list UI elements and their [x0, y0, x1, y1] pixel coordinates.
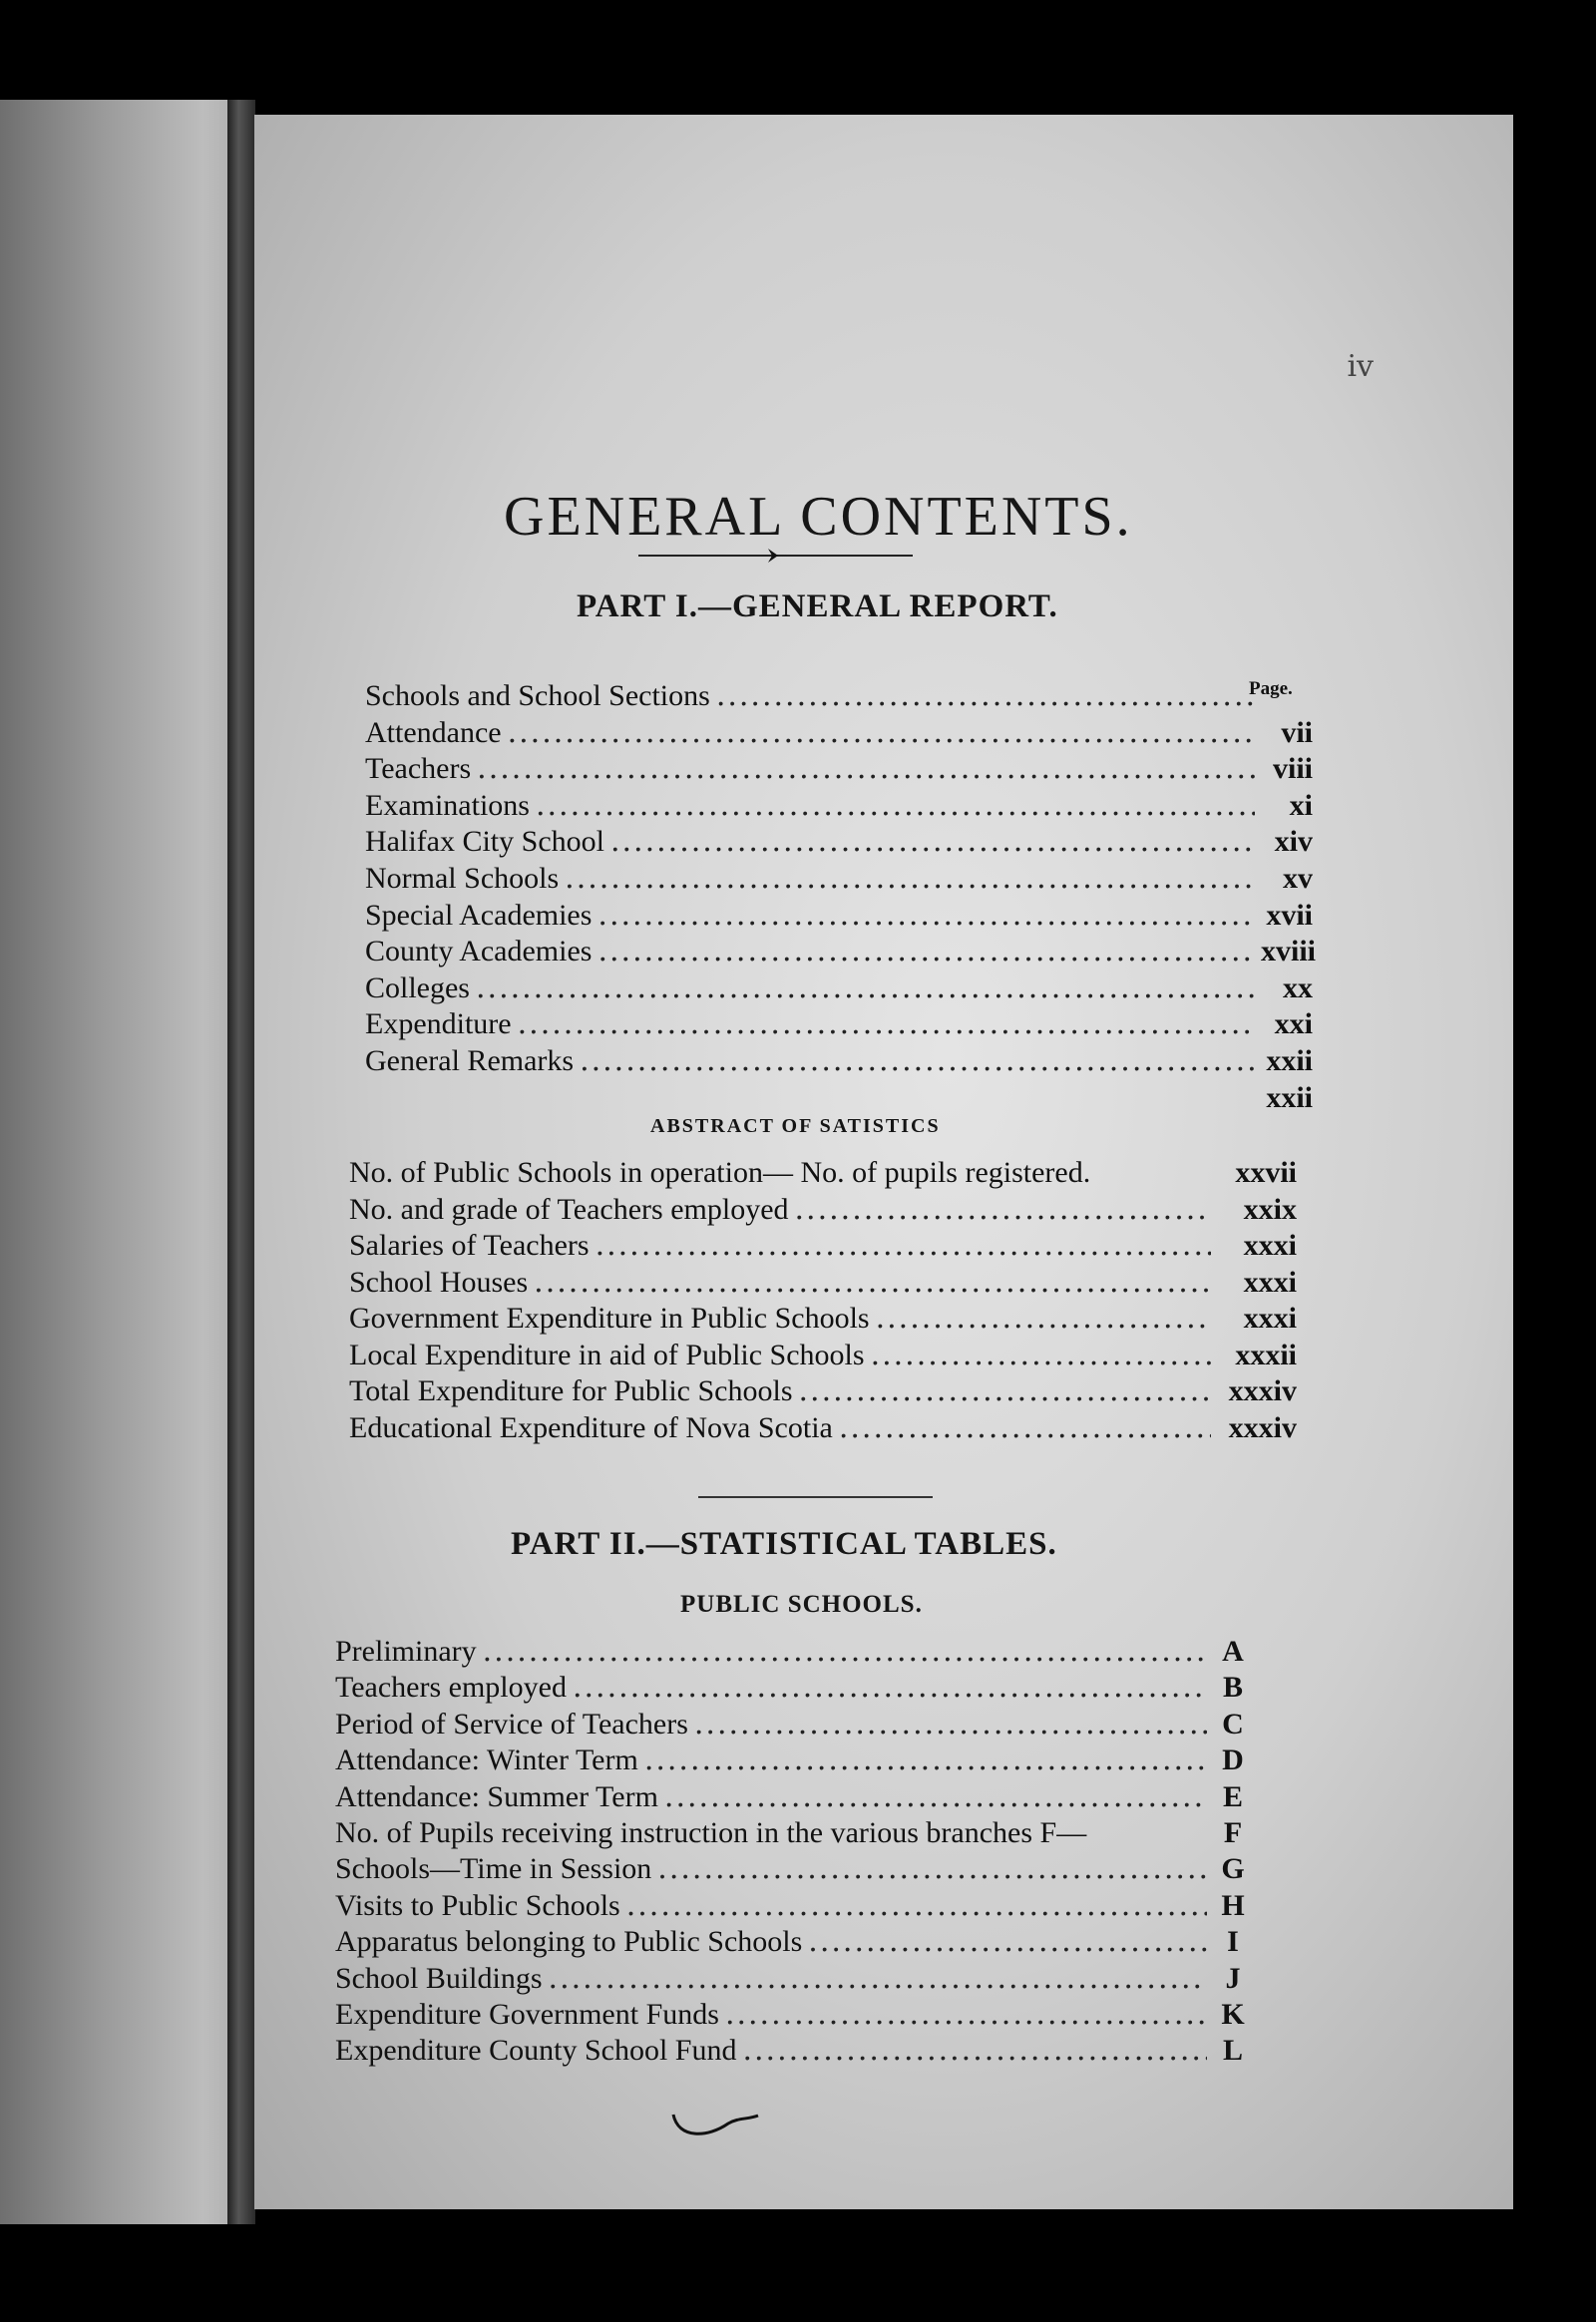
toc-entry-page: D — [1222, 1743, 1244, 1777]
toc-entry-label: Expenditure Government Funds — [335, 1998, 719, 2032]
toc-entry-label: Teachers employed — [335, 1671, 567, 1705]
part2-entries — [335, 1634, 1253, 2070]
part2-subheading: PUBLIC SCHOOLS. — [680, 1591, 923, 1618]
leader-dots — [876, 1301, 1211, 1338]
toc-entry-page: F — [1223, 1816, 1243, 1850]
toc-entry — [365, 1043, 1313, 1080]
leader-dots — [742, 2033, 1207, 2069]
page-column-label: Page. — [1249, 678, 1293, 699]
toc-entry-page: xxxiv — [1228, 1374, 1297, 1407]
toc-entry — [335, 1634, 1253, 1670]
toc-entry-page: I — [1227, 1925, 1239, 1959]
toc-entry-label: Colleges — [365, 970, 470, 1004]
toc-entry — [365, 715, 1313, 752]
section-divider — [698, 1496, 933, 1498]
abstract-entries — [349, 1155, 1297, 1446]
leader-dots — [871, 1338, 1211, 1374]
toc-entry — [349, 1228, 1297, 1265]
leader-dots — [598, 934, 1255, 970]
toc-entry-label: No. and grade of Teachers employed — [349, 1192, 789, 1226]
toc-entry-label: Schools—Time in Session — [335, 1852, 652, 1886]
toc-entry-page: vii — [1281, 715, 1313, 749]
part2-heading: PART II.—STATISTICAL TABLES. — [511, 1526, 1057, 1562]
toc-entry — [335, 1707, 1253, 1742]
toc-entry-label: Educational Expenditure of Nova Scotia — [349, 1410, 833, 1444]
toc-entry-page: xi — [1289, 788, 1313, 822]
toc-entry — [349, 1192, 1297, 1229]
ornament-rule — [638, 549, 913, 563]
toc-entry-label: Total Expenditure for Public Schools — [349, 1374, 793, 1407]
toc-entry — [349, 1155, 1297, 1192]
toc-entry — [335, 2033, 1253, 2069]
toc-entry-label: No. of Public Schools in operation— No. of pupils registered. — [349, 1156, 1091, 1189]
toc-entry-label: Teachers — [365, 752, 472, 786]
leader-dots — [549, 1961, 1207, 1997]
leader-dots — [808, 1924, 1207, 1960]
toc-entry-page: xxxiv — [1228, 1410, 1297, 1444]
toc-entry-page: J — [1225, 1961, 1241, 1995]
toc-entry-page: G — [1221, 1852, 1245, 1886]
leader-dots — [716, 678, 1255, 715]
toc-entry-label: Apparatus belonging to Public Schools — [335, 1925, 803, 1959]
toc-entry — [335, 1961, 1253, 1997]
leader-dots — [483, 1634, 1207, 1670]
leader-dots — [580, 1043, 1255, 1080]
leader-dots — [657, 1851, 1207, 1887]
leader-dots — [626, 1888, 1207, 1924]
toc-entry-label: Salaries of Teachers — [349, 1229, 590, 1262]
toc-entry-label: Expenditure County School Fund — [335, 2034, 737, 2068]
leader-dots — [694, 1707, 1207, 1742]
leader-dots — [644, 1742, 1207, 1778]
page-title: GENERAL CONTENTS. — [504, 485, 1133, 548]
toc-entry-label: Special Academies — [365, 898, 593, 932]
leader-dots — [476, 970, 1255, 1007]
part1-heading: PART I.—GENERAL REPORT. — [577, 588, 1058, 624]
toc-entry — [365, 751, 1313, 788]
leader-dots — [534, 1265, 1211, 1302]
corner-mark: iv — [1347, 349, 1374, 384]
toc-entry-page: xxxi — [1243, 1302, 1297, 1335]
toc-entry — [365, 898, 1313, 935]
toc-entry-page: viii — [1272, 752, 1313, 786]
toc-entry-label: Local Expenditure in aid of Public Schools — [349, 1338, 865, 1371]
toc-entry-label: Period of Service of Teachers — [335, 1707, 688, 1741]
toc-entry-label: Attendance — [365, 715, 502, 749]
toc-entry-label: Examinations — [365, 788, 530, 822]
toc-entry — [335, 1670, 1253, 1706]
toc-entry-page: L — [1222, 2034, 1243, 2068]
toc-entry-label: No. of Pupils receiving instruction in the various branches F— — [335, 1816, 1087, 1850]
part1-entries — [365, 678, 1317, 1116]
leader-dots — [664, 1779, 1207, 1815]
toc-entry-label: Attendance: Summer Term — [335, 1779, 658, 1813]
leader-dots — [839, 1410, 1211, 1447]
toc-entry-page: xxii — [1266, 1043, 1313, 1077]
toc-entry-label: Visits to Public Schools — [335, 1888, 620, 1922]
toc-entry-label: School Houses — [349, 1265, 529, 1299]
leader-dots — [598, 898, 1255, 935]
facing-page — [0, 100, 254, 2224]
leader-dots — [610, 824, 1255, 861]
toc-entry — [335, 1924, 1253, 1960]
toc-entry — [365, 934, 1317, 970]
toc-entry-label: Attendance: Winter Term — [335, 1743, 638, 1777]
leader-dots — [518, 1006, 1255, 1043]
toc-entry — [365, 1006, 1313, 1043]
toc-entry-label: Normal Schools — [365, 861, 560, 895]
toc-entry-label: Government Expenditure in Public Schools — [349, 1302, 870, 1335]
toc-entry-page: E — [1222, 1779, 1243, 1813]
toc-entry-label: General Remarks — [365, 1043, 575, 1077]
toc-entry-page: C — [1222, 1707, 1244, 1741]
toc-entry-page: B — [1222, 1671, 1243, 1705]
toc-entry-label: County Academies — [365, 935, 593, 968]
toc-entry-page: xxi — [1274, 1007, 1313, 1041]
toc-entry — [365, 824, 1313, 861]
toc-entry — [335, 1851, 1253, 1887]
leader-dots — [477, 751, 1255, 788]
toc-entry — [365, 970, 1313, 1007]
toc-entry — [365, 1080, 1313, 1117]
toc-entry — [349, 1265, 1297, 1302]
toc-entry-page: A — [1222, 1635, 1244, 1668]
toc-entry-page: xxxii — [1235, 1338, 1297, 1371]
toc-entry-page: xxxi — [1243, 1265, 1297, 1299]
toc-entry — [349, 1410, 1297, 1447]
toc-entry — [365, 788, 1313, 825]
toc-entry — [365, 678, 1313, 715]
toc-entry-page: xv — [1283, 861, 1313, 895]
toc-entry-page: xxii — [1266, 1080, 1313, 1114]
toc-entry-page: xxxi — [1243, 1229, 1297, 1262]
toc-entry — [335, 1742, 1253, 1778]
toc-entry — [335, 1997, 1253, 2033]
leader-dots — [725, 1997, 1207, 2033]
toc-entry-page: xxix — [1243, 1192, 1297, 1226]
toc-entry-label: Schools and School Sections — [365, 679, 710, 712]
leader-dots — [799, 1373, 1212, 1410]
leader-dots — [508, 715, 1255, 752]
toc-entry-page: K — [1221, 1998, 1245, 2032]
toc-entry — [335, 1779, 1253, 1815]
leader-dots — [795, 1192, 1211, 1229]
abstract-heading: ABSTRACT OF SATISTICS — [650, 1115, 941, 1137]
ink-mark — [668, 2110, 763, 2139]
toc-entry-page: H — [1221, 1888, 1245, 1922]
leader-dots — [536, 788, 1255, 825]
toc-entry — [365, 861, 1313, 898]
toc-entry-label: Expenditure — [365, 1007, 512, 1041]
leader-dots — [565, 861, 1255, 898]
toc-entry-label: Halifax City School — [365, 825, 604, 859]
toc-entry-page: xx — [1283, 970, 1313, 1004]
toc-entry — [349, 1373, 1297, 1410]
toc-entry-page: xiv — [1274, 825, 1313, 859]
toc-entry — [335, 1888, 1253, 1924]
leader-dots — [596, 1228, 1211, 1265]
toc-entry-label: School Buildings — [335, 1961, 543, 1995]
toc-entry-page: xviii — [1261, 935, 1317, 968]
toc-entry-page: xxvii — [1235, 1156, 1297, 1189]
toc-entry — [335, 1815, 1253, 1851]
toc-entry-label: Preliminary — [335, 1635, 477, 1668]
book-gutter — [227, 100, 255, 2224]
toc-entry — [349, 1301, 1297, 1338]
leader-dots — [573, 1670, 1207, 1706]
toc-entry-page: xvii — [1266, 898, 1313, 932]
toc-entry — [349, 1338, 1297, 1374]
